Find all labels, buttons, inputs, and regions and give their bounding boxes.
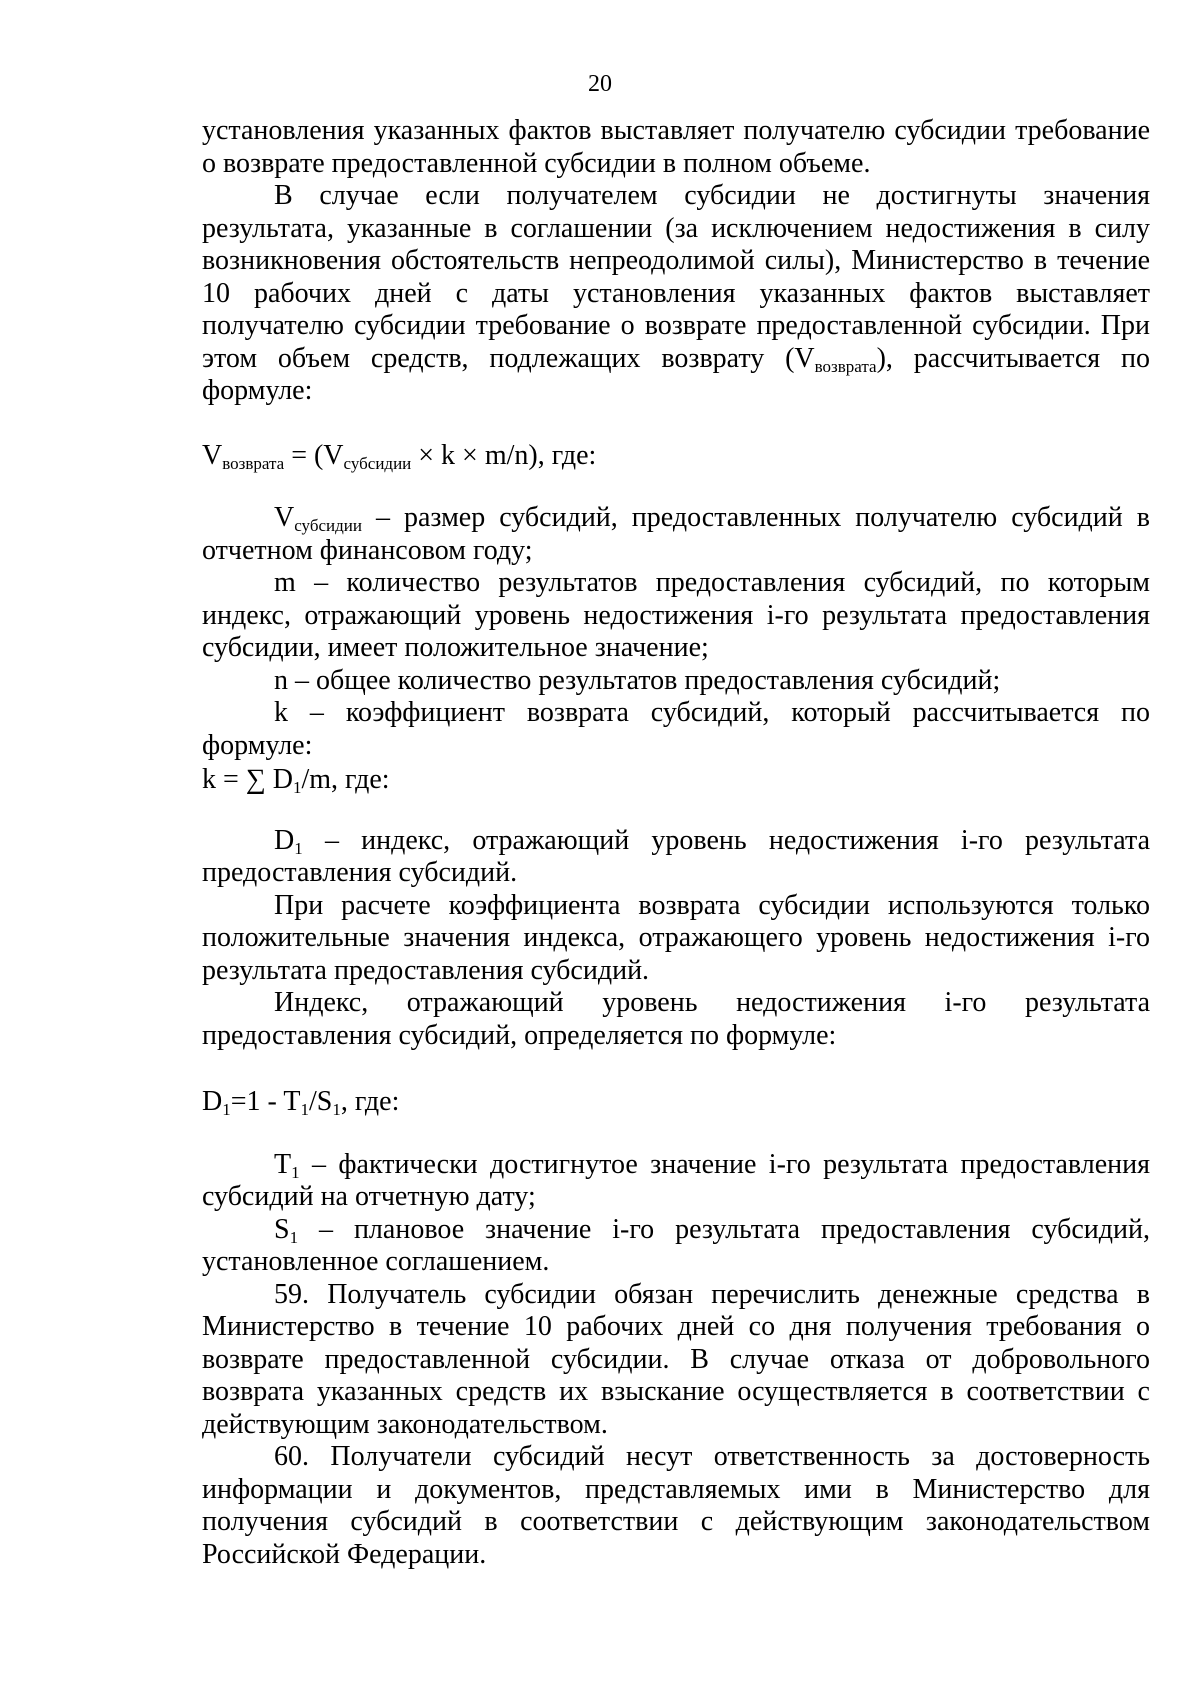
formula-k (202, 764, 1150, 797)
formula-return-volume (202, 440, 1150, 473)
subscript: 1 (294, 838, 303, 858)
definition-text: – фактически достигнутое значение i-го результата предоставления субсидий на отчетную дату; (202, 1148, 1150, 1212)
subscript: субсидии (343, 453, 412, 473)
definition-t (202, 1149, 1150, 1214)
document-body (202, 115, 1150, 1571)
definition-text: n – общее количество результатов предоставления субсидий; (274, 664, 1001, 696)
variable: V (274, 502, 295, 533)
definition-text: – размер субсидий, предоставленных получателю субсидий в отчетном финансовом году; (202, 502, 1150, 566)
subscript: 1 (332, 1100, 341, 1119)
formula-part: V (202, 439, 223, 471)
definition-v-subsidy (202, 502, 1150, 567)
formula-part: , где: (340, 1086, 400, 1117)
subscript: 1 (300, 1100, 309, 1119)
definition-m (202, 567, 1150, 665)
formula-part: k = ∑ D (202, 764, 293, 795)
paragraph-text: ), рассчитывается по формуле: (202, 342, 1150, 406)
paragraph-text: установления указанных фактов выставляет получателю субсидии требование о возврате предоставленной субсидии в полном объеме. (202, 115, 1150, 179)
definition-d (202, 825, 1150, 890)
paragraph-text: Индекс, отражающий уровень недостижения i-го результата предоставления субсидий, определяется по формуле: (202, 987, 1150, 1051)
variable: T (274, 1148, 292, 1180)
formula-part: /S (308, 1086, 333, 1117)
formula-part: /m, где: (301, 764, 390, 795)
definition-s (202, 1214, 1150, 1279)
formula-part: D (202, 1086, 223, 1117)
subscript: 1 (292, 778, 302, 797)
formula-d (202, 1086, 1150, 1119)
definition-n (202, 665, 1150, 698)
paragraph-calculation (202, 890, 1150, 988)
page-number: 20 (588, 71, 612, 97)
definition-text: k – коэффициент возврата субсидий, который рассчитывается по формуле: (202, 697, 1150, 761)
subscript: 1 (289, 1227, 299, 1247)
paragraph-continuation (202, 115, 1150, 180)
formula-part: × k × m/n), где: (411, 439, 597, 471)
paragraph-index (202, 987, 1150, 1052)
subscript: 1 (222, 1100, 231, 1119)
definition-text: m – количество результатов предоставления субсидий, по которым индекс, отражающий уровень недостижения i-го результата предоставления субсидии, имеет положительное значение; (202, 567, 1150, 663)
definition-text: – индекс, отражающий уровень недостижения i-го результата предоставления субсидий. (202, 824, 1150, 888)
clause-59 (202, 1279, 1150, 1442)
subscript: 1 (291, 1162, 300, 1182)
subscript: субсидии (294, 516, 362, 535)
paragraph-text: 60. Получатели субсидий несут ответственность за достоверность информации и документов, представляемых ими в Министерство для получения субсидий в соответствии с действующим законодательством Российской Федерации. (202, 1441, 1150, 1570)
formula-part: =1 - T (230, 1086, 301, 1117)
formula-part: = (V (284, 439, 344, 471)
clause-60 (202, 1441, 1150, 1571)
paragraph-text: 59. Получатель субсидии обязан перечислить денежные средства в Министерство в течение 10 рабочих дней со дня получения требования о возврате предоставленной субсидии. В случае отказа от добровольного возврата указанных средств их взыскание осуществляется в соответствии с действующим законодательством. (202, 1278, 1150, 1440)
variable: D (274, 824, 295, 856)
definition-k (202, 697, 1150, 762)
definition-text: – плановое значение i-го результата предоставления субсидий, установленное соглашением. (202, 1213, 1150, 1277)
paragraph-text: При расчете коэффициента возврата субсидии используются только положительные значения индекса, отражающего уровень недостижения i-го результата предоставления субсидий. (202, 889, 1150, 986)
paragraph-text: В случае если получателем субсидии не достигнуты значения результата, указанные в соглашении (за исключением недостижения в силу возникновения обстоятельств непреодолимой силы), Министерство в течение 10 рабочих дней с даты установления указанных фактов выставляет получателю субсидии требование о возврате предоставленной субсидии. При этом объем средств, подлежащих возврату (V (202, 180, 1150, 374)
subscript: возврата (814, 356, 877, 376)
paragraph-non-achievement (202, 180, 1150, 408)
subscript: возврата (222, 453, 285, 473)
variable: S (274, 1213, 290, 1245)
